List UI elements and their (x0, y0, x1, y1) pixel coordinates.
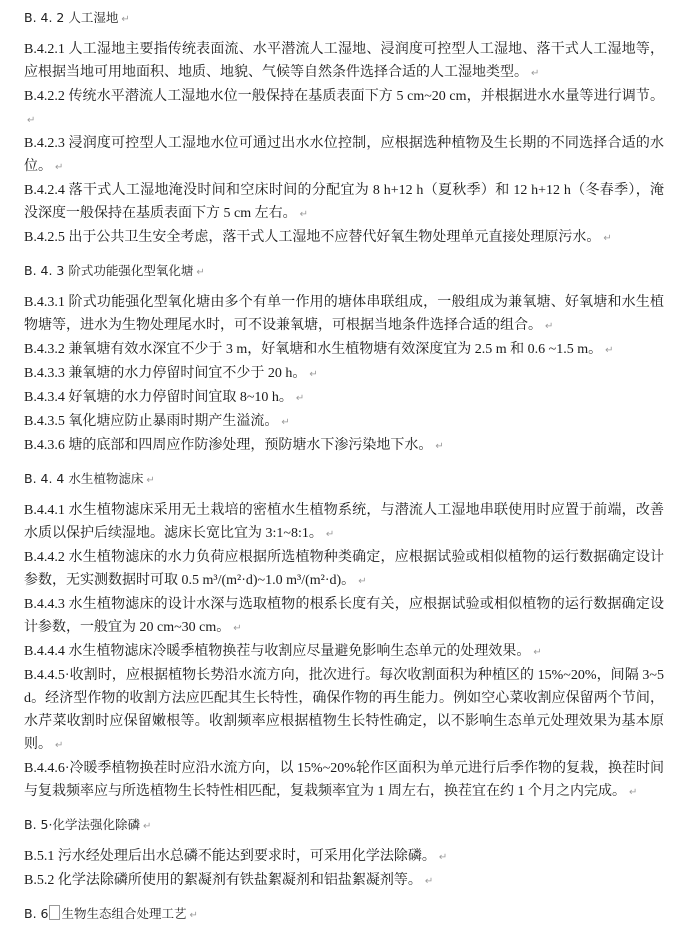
paragraph-mark-icon: ↵ (435, 441, 444, 452)
clause-b-4-3-1 (24, 291, 664, 338)
missing-glyph-box-icon (49, 905, 60, 920)
clause-number: B.4.4.2 (24, 550, 69, 565)
clause-b-4-4-3 (24, 593, 664, 640)
clause-b-4-2-1 (24, 38, 664, 85)
clause-text: 人工湿地主要指传统表面流、水平潜流人工湿地、浸润度可控型人工湿地、落干式人工湿地等，应根据当地可用地面积、地质、地貌、气候等自然条件选择合适的人工湿地类型。 (24, 42, 665, 80)
paragraph-mark-icon: ↵ (121, 14, 130, 25)
clause-b-4-4-5 (24, 664, 664, 757)
paragraph-mark-icon: ↵ (142, 821, 152, 832)
clause-text: 冷暖季植物换茬时应沿水流方向，以 15%~20%轮作区面积为单元进行后季作物的复栽，换茬时间与复栽频率应与所选植物生长特性相匹配，复栽频率宜为 1 周左右，换茬宜在约 1 个月之内完成。 (24, 761, 664, 799)
clause-b-5-2 (24, 869, 664, 893)
clause-number: B.5.1 (24, 849, 58, 864)
paragraph-mark-icon: ↵ (281, 417, 290, 428)
clause-text: 传统水平潜流人工湿地水位一般保持在基质表面下方 5 cm~20 cm，并根据进水水量等进行调节。 (68, 89, 665, 104)
document-page (24, 6, 664, 934)
clause-b-4-2-5 (24, 226, 664, 250)
paragraph-mark-icon: ↵ (55, 740, 64, 751)
clause-number: B.4.2.4 (24, 183, 69, 198)
clause-b-4-4-6 (24, 757, 664, 804)
clause-number: B.4.4.4 (24, 644, 69, 659)
clause-text: 兼氧塘有效水深宜不少于 3 m，好氧塘和水生植物塘有效深度宜为 2.5 m 和 0.6 ~1.5 m。 (68, 342, 603, 357)
section-heading (24, 259, 664, 282)
clause-text: 水生植物滤床的设计水深与选取植物的根系长度有关，应根据试验或相似植物的运行数据确定设计参数，一般宜为 20 cm~30 cm。 (24, 597, 665, 635)
clause-text: 阶式功能强化型氧化塘由多个有单一作用的塘体串联组成，一般组成为兼氧塘、好氧塘和水生植物塘等，进水为生物处理尾水时，可不设兼氧塘，可根据当地条件选择合适的组合。 (24, 295, 665, 333)
paragraph-mark-icon: ↵ (295, 393, 305, 404)
clause-text: 落干式人工湿地淹没时间和空床时间的分配宜为 8 h+12 h（夏秋季）和 12 h+12 h（冬春季），淹没深度一般保持在基质表面下方 5 cm 左右。 (24, 183, 664, 221)
clause-b-4-2-2 (24, 85, 664, 132)
section-b-6 (24, 902, 664, 925)
clause-text: 好氧塘的水力停留时间宜取 8~10 h。 (68, 390, 293, 405)
clause-b-4-4-1 (24, 499, 664, 546)
heading-text: 生物生态组合处理工艺 (61, 906, 187, 921)
section-b-4-3 (24, 259, 664, 458)
paragraph-mark-icon: ↵ (629, 787, 638, 798)
paragraph-mark-icon: ↵ (358, 576, 367, 587)
clause-b-4-3-6 (24, 434, 664, 458)
clause-number: B.4.2.3 (24, 136, 69, 151)
paragraph-mark-icon: ↵ (545, 321, 554, 332)
section-heading (24, 6, 664, 29)
clause-b-4-2-4 (24, 179, 664, 226)
paragraph-mark-icon: ↵ (533, 647, 542, 658)
clause-b-4-3-2 (24, 338, 664, 362)
section-heading (24, 902, 664, 925)
clause-b-4-3-3 (24, 362, 664, 386)
clause-b-4-3-4 (24, 386, 664, 410)
clause-b-4-2-3 (24, 132, 664, 179)
heading-text: B. 5·化学法强化除磷 (24, 817, 140, 832)
clause-b-4-4-4 (24, 640, 664, 664)
clause-b-4-4-2 (24, 546, 664, 593)
clause-text: 污水经处理后出水总磷不能达到要求时，可采用化学法除磷。 (57, 849, 436, 864)
paragraph-mark-icon: ↵ (325, 529, 335, 540)
heading-text: B. 4. 4 水生植物滤床 (24, 471, 144, 486)
paragraph-mark-icon: ↵ (55, 162, 64, 173)
clause-number: B.4.4.3 (24, 597, 69, 612)
clause-text: 兼氧塘的水力停留时间宜不少于 20 h。 (68, 366, 307, 381)
clause-text: 氧化塘应防止暴雨时期产生溢流。 (68, 414, 279, 429)
clause-number: B.4.2.1 (24, 42, 69, 57)
clause-number: B.4.3.4 (24, 390, 69, 405)
clause-text: 浸润度可控型人工湿地水位可通过出水水位控制，应根据选种植物及生长期的不同选择合适的水位。 (24, 136, 665, 174)
clause-number: B.4.3.1 (24, 295, 69, 310)
heading-text: B. 4. 2 人工湿地 (24, 10, 119, 25)
clause-number: B.4.3.3 (24, 366, 69, 381)
paragraph-mark-icon: ↵ (233, 623, 242, 634)
heading-number: B. 6 (24, 906, 49, 921)
clause-number: B.4.3.5 (24, 414, 69, 429)
clause-text: 塘的底部和四周应作防渗处理，预防塘水下渗污染地下水。 (68, 438, 433, 453)
clause-text: 水生植物滤床冷暖季植物换茬与收割应尽量避免影响生态单元的处理效果。 (68, 644, 531, 659)
paragraph-mark-icon: ↵ (438, 852, 448, 863)
clause-b-4-3-5 (24, 410, 664, 434)
clause-text: 水生植物滤床的水力负荷应根据所选植物种类确定，应根据试验或相似植物的运行数据确定设计参数，无实测数据时可取 0.5 m³/(m²·d)~1.0 m³/(m²·d)。 (24, 550, 665, 588)
paragraph-mark-icon: ↵ (309, 369, 318, 380)
paragraph-mark-icon: ↵ (27, 115, 36, 126)
clause-number: B.4.3.6 (24, 438, 69, 453)
clause-number: B.4.4.1 (24, 503, 69, 518)
clause-text: 水生植物滤床采用无土栽培的密植水生植物系统，与潜流人工湿地串联使用时应置于前端，改善水质以保护后续湿地。滤床长宽比宜为 3:1~8:1。 (24, 503, 665, 541)
clause-number: B.4.3.2 (24, 342, 69, 357)
paragraph-mark-icon: ↵ (299, 209, 308, 220)
paragraph-mark-icon: ↵ (196, 267, 205, 278)
paragraph-mark-icon: ↵ (189, 910, 198, 921)
clause-number: B.4.2.5 (24, 230, 69, 245)
paragraph-mark-icon: ↵ (531, 68, 540, 79)
paragraph-mark-icon: ↵ (605, 345, 614, 356)
clause-number: B.4.4.5· (24, 668, 70, 683)
section-b-4-2 (24, 6, 664, 250)
section-b-5 (24, 813, 664, 893)
paragraph-mark-icon: ↵ (603, 233, 612, 244)
clause-text: 收割时，应根据植物长势沿水流方向，批次进行。每次收割面积为种植区的 15%~20%，间隔 3~5 d。经济型作物的收割方法应匹配其生长特性，确保作物的再生能力。例如空心菜收割应保留两个节间，水芹菜收割时应保留嫩根等。收割频率应根据植物生长特性确定，以不影响生态单元处理效果为基本原则。 (24, 668, 664, 752)
heading-text: B. 4. 3 阶式功能强化型氧化塘 (24, 263, 194, 278)
paragraph-mark-icon: ↵ (146, 475, 155, 486)
section-heading (24, 467, 664, 490)
clause-number: B.4.4.6· (24, 761, 70, 776)
section-b-4-4 (24, 467, 664, 804)
paragraph-mark-icon: ↵ (424, 876, 434, 887)
section-heading (24, 813, 664, 836)
clause-b-5-1 (24, 845, 664, 869)
clause-text: 化学法除磷所使用的絮凝剂有铁盐絮凝剂和铝盐絮凝剂等。 (57, 873, 422, 888)
clause-text: 出于公共卫生安全考虑，落干式人工湿地不应替代好氧生物处理单元直接处理原污水。 (68, 230, 601, 245)
clause-number: B.4.2.2 (24, 89, 69, 104)
clause-number: B.5.2 (24, 873, 58, 888)
